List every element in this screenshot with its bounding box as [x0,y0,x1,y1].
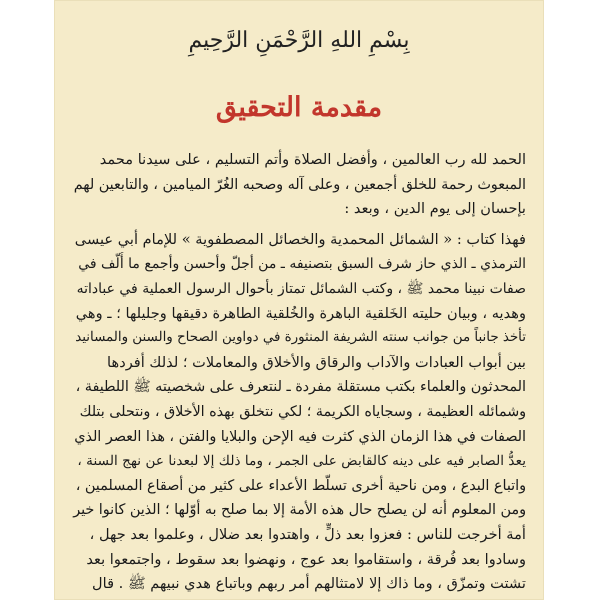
text-line: يعدُّ الصابر فيه على دينه كالقابض على الجمر ، وما ذلك إلا لبعدنا عن نهج السنة ، [77,453,526,470]
body-text [72,148,526,597]
text-line: ومن المعلوم أنه لن يصلح حال هذه الأمة إلا بما صلح به أوّلها ؛ الذين كانوا خير [73,502,526,519]
text-line: وسادوا بعد فُرقة ، واستقاموا بعد عوج ، ونهضوا بعد سقوط ، واجتمعوا بعد [86,550,526,568]
text-line: واتباع البدع ، ومن ناحية أخرى تسلّط الأعداء على كثير من أصقاع المسلمين ، [75,477,526,494]
text-line: تشتت وتمزّق ، وما ذاك إلا لامتثالهم أمر ربهم وباتباع هدي نبيهم ﷺ . قال [92,575,526,593]
text-line: فهذا كتاب : « الشمائل المحمدية والخصائل المصطفوية » للإمام أبي عيسى [74,230,526,248]
text-line: المبعوث رحمة للخلق أجمعين ، وعلى آله وصحبه الغُرّ الميامين ، والتابعين لهم [73,176,526,193]
text-line: تأخذ جانباً من جوانب سنته الشريفة المنثورة في دواوين الصحاح والسنن والمسانيد [75,330,526,346]
text-line: المحدثون والعلماء بكتب مستقلة مفردة ـ لنتعرف على شخصيته ﷺ اللطيفة ، [75,379,526,396]
text-line: وهديه ، وبيان حليته الخَلقية الباهرة والخُلقية الطاهرة دقيقها وجليلها ؛ ـ وهي [75,304,526,322]
basmala-calligraphy: بِسْمِ اللهِ الرَّحْمَنِ الرَّحِيمِ [188,28,410,53]
text-line: وشمائله العظيمة ، وسجاياه الكريمة ؛ لكي نتخلق بهذه الأخلاق ، ونتحلى بتلك [79,403,526,420]
page-title: مقدمة التحقيق [215,92,383,123]
paragraph-book [72,228,526,597]
text-line: أمة أخرجت للناس : فعزوا بعد ذلٍّ ، واهتدوا بعد ضلال ، وعلموا بعد جهل ، [89,525,526,543]
paragraph-intro [72,148,526,222]
text-line: الترمذي ـ الذي حاز شرف السبق بتصنيفه ـ من أجلّ وأحسن وأجمع ما أُلّف في [78,256,526,273]
text-line: بين أبواب العبادات والآداب والرقاق والأخلاق والمعاملات ؛ لذلك أفردها [107,353,526,371]
text-line: بإحسان إلى يوم الدين ، وبعد : [344,200,526,218]
text-line: الصفات في هذا الزمان الذي كثرت فيه الإحن والبلايا والفتن ، هذا العصر الذي [74,428,526,445]
text-line: الحمد لله رب العالمين ، وأفضل الصلاة وأتم التسليم ، على سيدنا محمد [99,151,526,168]
book-page [54,0,544,600]
text-line: صفات نبينا محمد ﷺ ، وكتب الشمائل تمتاز بأحوال الرسول العملية في عباداته [76,280,526,297]
